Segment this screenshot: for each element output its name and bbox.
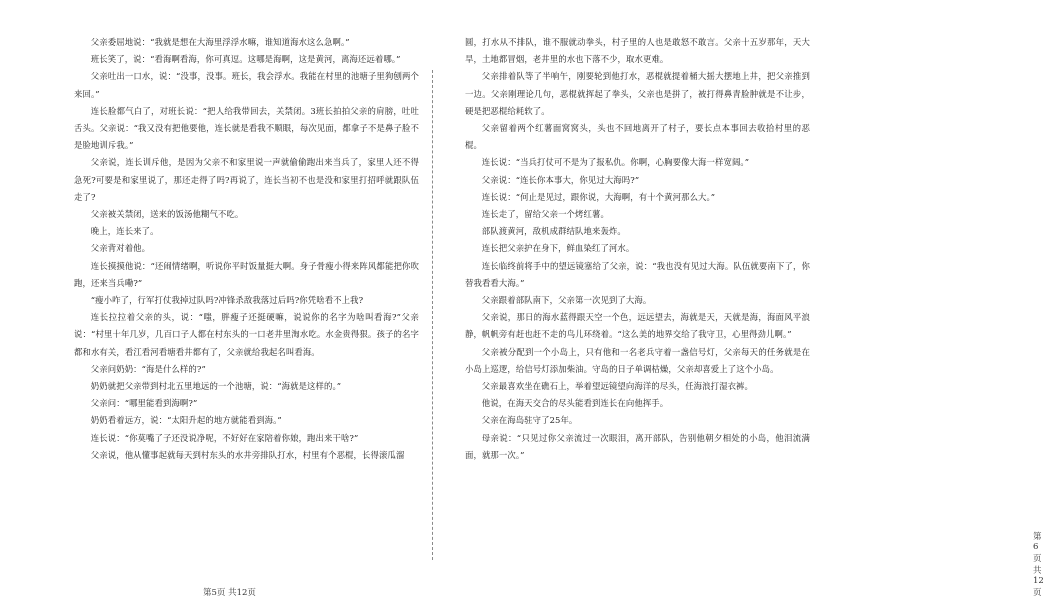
left-page <box>0 0 435 614</box>
paragraph: 连长摸摸他说：“还闹情绪啊，听说你平时饭量挺大啊。身子骨瘦小得来阵风都能把你吹跑，还来当兵嘞?” <box>74 260 419 288</box>
paragraph: 部队渡黄河，敌机成群结队地来轰炸。 <box>481 226 626 237</box>
right-page-text <box>465 34 810 464</box>
paragraph: 父亲背对着他。 <box>90 243 151 254</box>
paragraph: 父亲被分配到一个小岛上，只有他和一名老兵守着一盏信号灯，父亲每天的任务就是在小岛上巡逻，给信号灯添加柴油。守岛的日子单调枯燥，父亲却喜爱上了这个小岛。 <box>465 346 810 374</box>
paragraph: “瘦小咋了，行军打仗我掉过队吗?冲锋杀敌我落过后吗?你凭啥看不上我? <box>90 295 364 306</box>
paragraph: 奶奶就把父亲带到村北五里地远的一个池塘，说：“海就是这样的。” <box>90 381 342 392</box>
paragraph: 晚上，连长来了。 <box>90 226 159 237</box>
paragraph: 连长拉拉着父亲的头，说：“嗤，胖瘦子还挺硬嘛，说说你的名字为啥叫看海?”父亲说：“村里十年几岁，几百口子人都在村东头的一口老井里淘水吃。水金贵得狠。孩子的名字都和水有关，看江看河看塘看井都有了，父亲就给我起名叫看海。 <box>74 312 419 357</box>
paragraph: 连长走了，留给父亲一个烤红薯。 <box>481 209 609 220</box>
paragraph: 父亲问奶奶：“海是什么样的?” <box>90 363 206 374</box>
page-number-left: 第5页 共12页 <box>203 588 256 598</box>
paragraph: 父亲最喜欢坐在礁石上，举着望远镜望向海洋的尽头，任海浪打湿衣裤。 <box>481 381 753 392</box>
paragraph: 父亲吐出一口水，说：“没事，没事。班长，我会浮水。我能在村里的池塘子里狗刨两个来回。” <box>74 71 419 99</box>
paragraph: 父亲说，连长训斥他，是因为父亲不和家里说一声就偷偷跑出来当兵了，家里人还不得急死?可要是和家里说了，那还走得了吗?再说了，连长当初不也是没和家里打招呼就跟队伍走了? <box>74 157 419 202</box>
paragraph: 圆，打水从不排队，谁不服就动拳头，村子里的人也是敢怒不敢言。父亲十五岁那年，天大旱，土地都冒烟，老井里的水也下落不少，取水更难。 <box>465 37 810 65</box>
page-number-right: 第6页 共12页 <box>1033 532 1044 598</box>
paragraph: 父亲排着队等了半响午，刚要轮到他打水，恶棍就提着桶大摇大摆地上井，把父亲推到一边。父亲刚理论几句，恶棍就挥起了拳头，父亲也是拼了，被打得鼻青脸肿就是不让步，硬是把恶棍给耗软了。 <box>465 71 810 116</box>
paragraph: 奶奶看着远方，说：“太阳升起的地方就能看到海。” <box>90 415 282 426</box>
paragraph: 他说，在海天交合的尽头能看到连长在向他挥手。 <box>481 398 669 409</box>
paragraph: 连长脸都气白了，对班长说：“把人给我带回去，关禁闭。3班长拍拍父亲的肩膀，吐吐舌头。父亲说：“我又没有把他要他，连长就是看我不顺眼，每次见面，都拿子不是鼻子脸不是脸地训斥我。” <box>74 105 419 151</box>
paragraph: 连长临终前将手中的望远镜塞给了父亲，说：“我也没有见过大海。队伍就要南下了，你替我看看大海。” <box>465 260 810 288</box>
paragraph: 父亲委屈地说：“我就是想在大海里浮浮水嘛，谁知道海水这么急啊。” <box>90 37 350 47</box>
paragraph: 父亲说，他从懂事起就每天到村东头的水井旁排队打水，村里有个恶棍，长得滚瓜溜 <box>90 449 405 460</box>
paragraph: 父亲跟着部队南下，父亲第一次见到了大海。 <box>481 295 652 306</box>
paragraph: 父亲留着两个红薯面窝窝头，头也不回地离开了村子，要长点本事回去收拾村里的恶棍。 <box>465 123 810 151</box>
paragraph: 父亲说：“连长你本事大，你见过大海吗?” <box>481 174 640 185</box>
paragraph: 连长说：“你莫嘴了子还没说净呢，不好好在家陪着你娘，跑出来干啥?” <box>90 432 359 443</box>
paragraph: 班长笑了，说：“看海啊看海，你可真逗。这哪是海啊，这是黄河，离海还远着哪。” <box>90 54 401 65</box>
paragraph: 父亲问：“哪里能看到海啊?” <box>90 398 198 409</box>
paragraph: 父亲被关禁闭，送来的饭汤他糊气不吃。 <box>90 209 244 220</box>
paragraph: 父亲说，那日的海水蓝得跟天空一个色，远远望去，海就是天，天就是海，海面风平浪静，帆帆旁有赶也赶不走的鸟儿环绕着。“这么美的地界交给了我守卫，心里得劲儿啊。” <box>465 312 810 340</box>
page-divider <box>432 70 433 560</box>
paragraph: 连长说：“当兵打仗可不是为了报私仇。你啊，心胸要像大海一样宽阔。” <box>481 157 750 168</box>
paragraph: 母亲说：“只见过你父亲流过一次眼泪，离开部队，告别他朝夕相处的小岛，他泪流满面，就那一次。” <box>465 432 810 460</box>
paragraph: 父亲在海岛驻守了25年。 <box>481 415 578 426</box>
left-page-text <box>74 34 419 464</box>
paragraph: 连长把父亲护在身下，鲜血染红了河水。 <box>481 243 635 254</box>
right-page <box>435 0 1044 614</box>
paragraph: 连长说：“何止是见过，跟你说，大海啊，有十个黄河那么大。” <box>481 191 716 202</box>
